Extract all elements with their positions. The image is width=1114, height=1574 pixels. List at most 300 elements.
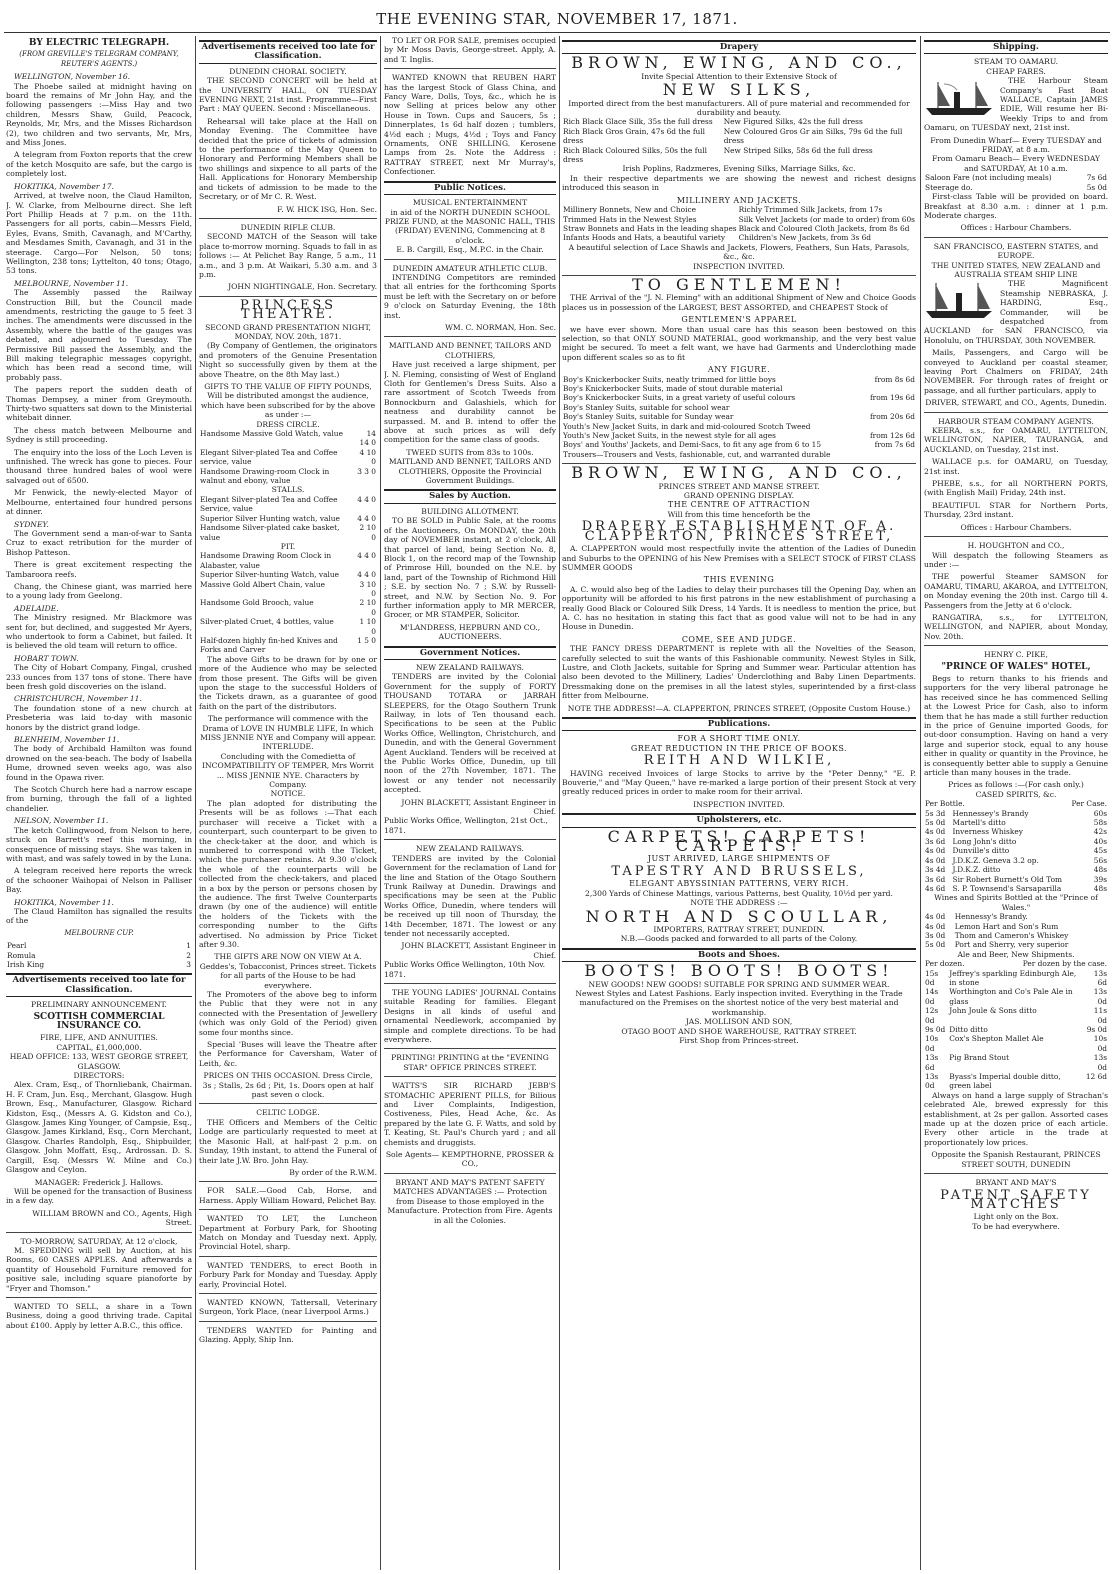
gift-amount: 4 10 0 [359,447,376,467]
dozen-price: 13s 6d [925,1053,939,1072]
divider [199,1293,377,1294]
horse-name: Romula [7,950,36,960]
newest-styles: Newest Styles and Latest Fashions. Early inspection invited. Everything in the Trade manufactured on the Premises on the shortest notice of the very best material and workmanship. [575,988,903,1017]
ales-table [924,969,1108,1091]
ale-row [924,1072,1108,1091]
new-goods: NEW GOODS! NEW GOODS! SUITABLE FOR SPRING AND SUMMER WEAR. [588,979,890,989]
reith-text: HAVING received Invoices of large Stocks to arrive by the "Peter Denny," "E. P. Bouverie," and "May Queen," have re-marked a large portion of their present Stock at very greatly reduced prices in order to make room for their arrival. [562,768,916,797]
us-line-title: THE UNITED STATES, NEW ZEALAND and AUSTRALIA STEAM SHIP LINE [931,260,1101,279]
spirit-row [924,846,1108,855]
performance: The performance will commence with the Drama of LOVE IN HUMBLE LIFE, In which MISS JENNIE NYE and Company will appear. [200,714,376,743]
promoters-text: The Promoters of the above beg to inform the Public that they were not in any connected with the Presentation of Jewellery (which was only Gold of the Period) given some four months since. [199,990,377,1037]
silk-item: Rich Black Coloured Silks, 50s the full dress [563,145,707,165]
telegram-dateline: HOBART TOWN. [14,653,79,663]
scottish-head-office: HEAD OFFICE: 133, WEST GEORGE STREET, GLASGOW. [9,1052,189,1071]
steamship-illustration [924,78,994,118]
to-let: TO LET OR FOR SALE, premises occupied by Mr Moss Davis, George-street. Apply, A. and T. Inglis. [384,36,556,64]
bryant-title: BRYANT AND MAY'S [975,1178,1057,1188]
railways-office: Public Works Office, Wellington, 21st Oct., 1871. [384,816,548,835]
case-price: 40s [1093,836,1107,846]
spirit-name: Long John's ditto [952,836,1017,846]
dozen-price: 10s 0d [925,1034,939,1053]
gift-row [199,598,377,617]
any-figure: ANY FIGURE. [707,365,771,375]
clapperton-text-3: THE FANCY DRESS DEPARTMENT is replete with all the Novelties of the Season, carefully selected to suit the wants of this Fashionable community. Newest Styles in Silk, Lustre, and Cloth Jackets, suitable for Spring and Summer wear. Particular attention has also been devoted to the Millinery, Ladies' Underclothing and Baby Linen Departments. Dressmaking done on the premises in all the latest styles, superintended by a first-class fitter from Melbourne. [562,644,916,701]
notice-text: The plan adopted for distributing the Presents will be as follows :—That each purchaser will receive a Ticket with a counterpart, such counterpart to be given to the check-taker at the door, and which is numbered to correspond with the Ticket, which the purchaser retains. At 9.30 o'clock the whole of the counterparts will be collected from the check-takers, and placed in a box by the person or persons chosen by the audience. The first Twelve Counterparts drawn (by one of the audience) will entitle the holders of the Tickets with the corresponding number to the Gifts advertised. No admission by Price Ticket after 9.30. [199,798,377,949]
railways-title: NEW ZEALAND RAILWAYS. [416,662,524,672]
silks-text: Imported direct from the best manufacturers. All of pure material and recommended for durability and beauty. [568,98,910,118]
gift-amount: 2 10 0 [359,523,376,542]
fare-row [924,183,1108,192]
clapperton-text: A. CLAPPERTON would most respectfully invite the attention of the Ladies of Dunedin and Suburbs to the OPENING of his New Premises with a SELECT STOCK of FIRST CLASS SUMMER GOODS [562,544,916,572]
bottle-price: 4s 0d [925,846,946,856]
divider [924,237,1108,238]
telegram-dateline: ADELAIDE. [14,603,59,613]
bottle-price: 4s 0d [925,912,946,922]
celtic-signature: By order of the R.W.M. [289,1167,377,1177]
suit-item: Boy's Knickerbocker Suits, neatly trimmed for little boys [563,374,776,384]
athletic-title: DUNEDIN AMATEUR ATHLETIC CLUB. [392,263,548,273]
oamaru-title: STEAM TO OAMARU. [974,57,1058,67]
ale-row [924,987,1108,1006]
suit-item: Boy's Knickerbocker Suits, made of stout durable material [563,384,783,393]
spirit-row [924,837,1108,846]
telegram-text: The Government send a man-of-war to Santa Cruz to exact retribution for the murder of Bishop Patteson. [6,528,192,557]
carpets-word: CARPETS! [675,836,803,856]
telegram-list [6,72,192,926]
railways2-office: Public Works Office Wellington, 10th Nov. 1871. [384,960,546,979]
ale-name: Byass's Imperial double ditto, green label [949,1072,1061,1091]
gift-row [199,636,377,655]
bottle-price: 3s 6d [925,874,946,884]
suit-row [562,440,916,449]
fare-amount: 5s 0d [1086,182,1107,192]
san-francisco-title: SAN FRANCISCO, EASTERN STATES, and EUROPE. [933,241,1099,261]
gift-row [199,617,377,636]
want-to-sell: WANTED TO SELL, a share in a Town Business, doing a good thriving trade. Capital about £100. Apply by letter A.B.C., this office. [6,1301,192,1330]
dress-circle-heading: DRESS CIRCLE. [256,419,320,429]
telegram-text: The Ministry resigned. Mr Blackmore was sent for, but declined, and suggested Mr Ayers, who undertook to form a Cabinet, but failed. It is believed the old team will return to office. [6,613,192,651]
jacket-item: Black and Coloured Cloth Jackets, from 8s 6d [738,223,910,233]
bottle-price: 5s 0d [925,818,946,828]
light-on-box: Light only on the Box. [973,1212,1059,1222]
masthead [0,0,1114,34]
telegram-dateline: HOKITIKA, November 11. [14,897,114,907]
grand-opening: GRAND OPENING DISPLAY. [683,491,795,501]
cup-results [6,941,192,969]
gift-row [199,570,377,579]
bottle-price: 4s 6d [925,883,946,893]
spirit-name: Martell's ditto [952,818,1006,828]
spirit-name: S. P. Townsend's Sarsaparilla [952,883,1062,893]
per-bottle: Per Bottle. [925,799,965,809]
railways2-title: NEW ZEALAND RAILWAYS. [416,844,524,854]
sale-text: M. SPEDDING will sell by Auction, at his Rooms, 60 CASES APPLES. And afterwards a quantity of Household Furniture removed for positive sale, including square pianoforte by "Fryer and Thomson." [6,1245,192,1293]
divider [384,68,556,69]
late-ads-heading: Advertisements received too late for Classification. [6,973,192,997]
wine-name: Hennessy's Brandy. [954,912,1028,922]
divider [924,1173,1108,1174]
millinery-table [562,205,916,243]
spirits-table [924,809,1108,894]
gift-item: Handsome Massive Gold Watch, value [200,429,343,439]
brown-ewing-title-2: BROWN, EWING, AND CO., [571,463,907,483]
divider [199,218,377,219]
musical-title: MUSICAL ENTERTAINMENT [412,198,528,208]
gift-row [199,523,377,542]
case-price: 39s [1093,874,1107,884]
nb-note: N.B.—Goods packed and forwarded to all parts of the Colony. [620,934,858,944]
cup-row [6,960,192,969]
divider [199,1103,377,1104]
suit-row [562,422,916,431]
suit-price: from 8s 6d [874,374,915,384]
telegram-text: Chang, the Chinese giant, was married here to a young lady from Geelong. [6,581,192,601]
suit-item: Trousers—Trousers and Vests, fashionable, cut, and warranted durable [563,449,831,459]
divider [384,1173,556,1174]
gift-amount: 4 4 0 [357,513,376,523]
gift-item: Superior Silver Hunting watch, value [200,513,340,523]
gift-row [199,551,377,570]
wine-name: Thom and Cameron's Whiskey [954,930,1069,940]
column-divider [559,36,560,1570]
brown-ewing-title: BROWN, EWING, AND CO., [571,53,907,73]
suit-price: from 20s 6d [869,412,915,422]
musical-text: in aid of the NORTH DUNEDIN SCHOOL PRIZE FUND, at the MASONIC HALL, THIS (FRIDAY) EVENING, Commencing at 8 o'clock. [384,207,556,245]
reuben-hart: WANTED KNOWN that REUBEN HART has the largest Stock of Glass China, and Fancy Ware, Dolls, Toys, &c., which he is now Selling at prices below any other House in Town. Cups and Saucers, 5s ; Dinnerplates, 1s 6d half dozen ; tumblers, 4½d each ; Mugs, 4½d ; Toys and Fancy Ornaments, ONE SHILLING. Kerosene Lamps from 2s. Note the Address : RATTRAY STREET, next Mr Murray's, Confectioner. [384,73,556,177]
horse-name: Irish King [7,959,45,969]
auction-heading: Sales by Auction. [384,489,556,503]
ale-name: Pig Brand Stout [949,1053,1010,1063]
dozen-price: 13s 0d [925,1072,939,1091]
abyssinian-patterns: ELEGANT ABYSSINIAN PATTERNS, VERY RICH. [629,879,849,889]
divider [6,1297,192,1298]
harbour-agents-title: HARBOUR STEAM COMPANY AGENTS. [938,416,1094,426]
telegram-dateline: BLENHEIM, November 11. [14,735,120,745]
telegram-text: Mr Fenwick, the newly-elected Mayor of Melbourne, entertained four hundred persons at dinner. [6,488,192,517]
telegram-text: Arrived, at twelve noon, the Claud Hamilton, J. W. Clarke, from Melbourne direct. She left Port Phillip Heads at 7 p.m. on the 11th. Passengers for all ports, cabin—Messrs Field, Eyles, Evans, Smith, Cavanagh, and M'Carthy, and Mesdames Smith, Cavanagh, and 31 in the steerage. Cargo—For Nelson, 50 tons; Wellington, 238 tons; Lyttelton, 40 tons; Otago, 53 tons. [6,191,192,276]
telegram-text: The enquiry into the loss of the Loch Leven is unfinished. The wreck has gone to pieces. Four thousand three hundred bales of wool were salvaged out of 6500. [6,447,192,485]
pit-table [199,551,377,654]
case-price: 60s [1093,808,1107,818]
small-ad: FOR SALE.—Good Cab, Horse, and Harness. Apply William Howard, Pelichet Bay. [199,1186,377,1205]
masthead-rule [4,32,1110,33]
railways2-signature: JOHN BLACKETT, Assistant Engineer in Chief. [401,941,556,960]
drapery-heading: Drapery [562,40,916,54]
mattings: 2,300 Yards of Chinese Mattings, various Patterns, best Quality, 10½d per yard. [585,888,893,898]
houghton-title: H. HOUGHTON and CO., [967,541,1065,551]
suit-price [863,384,916,393]
case-price: 13s 0d [1093,1053,1107,1072]
prince-of-wales-hotel: "PRINCE OF WALES" HOTEL, [941,661,1091,672]
telegram-text: The City of Hobart Company, Fingal, crushed 233 ounces from 137 tons of stone. There have been fresh gold discoveries on the island. [6,663,192,691]
suits-table [562,375,916,460]
carpets-word: CARPETS! [744,826,871,846]
column-4 [562,36,916,1045]
carpets-word: CARPETS! [607,826,734,846]
dozen-price: 9s 0d [925,1025,946,1034]
houghton-text: Will despatch the following Steamers as under :— [924,550,1108,569]
rifle-signature: JOHN NIGHTINGALE, Hon. Secretary. [228,282,377,292]
publications-heading: Publications. [562,717,916,731]
divider [924,412,1108,413]
clapperton-text-2: A. C. would also beg of the Ladies to delay their purchases till the Opening Day, when an opportunity will be afforded to his first patrons in the new establishment of purchasing a really Good Black or Coloured Silk Dress, 14 Yards. It is needless to mention the price, but A. C. has no hesitation in stating this fact that as good value will not to be had in any House in Dunedin. [562,584,916,632]
spirits-heading: CASED SPIRITS, &c. [975,789,1057,799]
fares-table [924,173,1108,192]
comedietta: Concluding with the Comedietta of INCOMPATIBILITY OF TEMPER, Mrs Worrit ... MISS JENNIE NYE. Characters by Company. [202,751,374,790]
scottish-title: SCOTTISH COMMERCIAL INSURANCE CO. [33,1011,165,1031]
athletic-signature: WM. C. NORMAN, Hon. Sec. [445,322,556,332]
gift-amount: 4 4 0 [357,570,376,580]
suit-price [863,450,916,459]
buses-text: Special 'Buses will leave the Theatre after the Performance for Caversham, Water of Leith, &c. [199,1040,377,1068]
ale-name: Worthington and Co's Pale Ale in glass [949,987,1073,1006]
telegram-text: A telegram received here reports the wreck of the schooner Waihopai of Nelson in Palliser Bay. [6,866,192,895]
case-price: 9s 0d [1086,1025,1107,1034]
spirit-row [924,875,1108,884]
cup-row [6,951,192,960]
suit-price [863,403,916,412]
from-dunedin: From Dunedin Wharf— Every TUESDAY and FRIDAY, at 8 a.m. [930,135,1102,155]
case-price: 42s [1093,827,1107,837]
boots-heading: Boots and Shoes. [562,948,916,962]
spirit-row [924,884,1108,893]
dozen-price: 14s 0d [925,987,939,1006]
gift-row [199,467,377,486]
upholsterers-heading: Upholsterers, etc. [562,813,916,827]
millinery-right [738,205,916,243]
ale-name: Cox's Shepton Mallet Ale [949,1034,1044,1044]
ale-row [924,1025,1108,1034]
directors-list: Alex. Cram, Esq., of Thornliebank, Chairman. H. F. Cram, Jun. Esq., Merchant, Glasgow. Hugh Brown, Esq., Manufacturer, Glasgow. Richard Kidston, Esq., (Messrs A. G. Kidston and Co.), Glasgow. James King Younger, of Campsie, Esq., Glasgow. James Kirkland, Esq., Corn Merchant, Glasgow. Charles Randolph, Esq., Shipbuilder, Glasgow. John Moffatt, Esq., Ardrossan. D. S. Cargill, Esq. (Messrs W. Milne and Co.) Glasgow and Ceylon. [6,1080,192,1175]
sale-title: TO-MORROW, SATURDAY, At 12 o'clock, [20,1236,178,1246]
new-silks: NEW SILKS, [662,80,816,100]
gift-amount: 2 10 0 [359,598,376,617]
suit-price: from 12s 6d [869,431,915,441]
case-price: 58s [1093,818,1107,828]
tapestry-brussels: TAPESTRY AND BRUSSELS, [611,863,867,879]
wallace-ad: THE Harbour Steam Company's Fast Boat WALLACE, Captain JAMES EDIE, Will resume her Bi-Weekly Trips to and from Oamaru, on TUESDAY next, 21st inst. [924,76,1108,133]
case-price: 13s 0d [1093,987,1107,1006]
mollison: JAS. MOLLISON AND SON, [685,1017,793,1027]
silk-item: Rich Black Gros Grain, 47s 6d the full dress [563,126,706,146]
divider [384,983,556,984]
gift-amount: 1 10 0 [359,617,376,636]
silk-item: New Coloured Gros Gr ain Silks, 79s 6d the full dress [723,126,903,146]
gift-amount: 4 4 0 [357,494,376,504]
stalls-table [199,495,377,542]
celtic-text: THE Officers and Members of the Celtic Lodge are particularly requested to meet at the Masonic Hall, at half-past 2 p.m. on Sunday, 19th instant, to attend the Funeral of their late J.W. Bro. John Hay. [199,1117,377,1165]
ale-heading: Ale and Beer, New Shipments. [957,949,1075,959]
importers: IMPORTERS, RATTRAY STREET, DUNEDIN. [653,924,825,934]
telegram-text: The chess match between Melbourne and Sydney is still proceeding. [6,425,192,445]
mollison-address: OTAGO BOOT AND SHOE WAREHOUSE, RATTRAY STREET. [621,1026,857,1036]
irish-poplins: Irish Poplins, Radzmeres, Evening Silks, Marriage Silks, &c. [622,164,856,174]
prelim-heading: PRELIMINARY ANNOUNCEMENT. [31,1000,167,1010]
spirit-row [924,827,1108,836]
keera-ad: KEERA, s.s., for OAMARU, LYTTELTON, WELLINGTON, NAPIER, TAURANGA, and AUCKLAND, on Tuesday, 21st inst. [924,426,1108,454]
athletic-text: INTENDING Competitors are reminded that all entries for the forthcoming Sports must be left with the Secretary on or before 9 o'clock on Saturday Evening, the 18th inst. [384,272,556,320]
per-dozen: Per dozen. [925,959,965,969]
clapperton-address: NOTE THE ADDRESS!—A. CLAPPERTON, PRINCES STREET, (Opposite Custom House.) [567,703,911,713]
centre-sub: Will from this time henceforth be the [667,509,811,519]
watts-agents: Sole Agents— KEMPTHORNE, PROSSER & CO., [385,1150,555,1169]
to-be-had: To be had everywhere. [972,1221,1060,1231]
telegram-text: The foundation stone of a new church at Presbeteria was laid to-day with masonic honors by the district grand lodge. [6,703,192,732]
steamship-illustration [924,281,994,321]
tweed-suits: TWEED SUITS from 83s to 100s. [406,447,534,457]
this-evening: THIS EVENING [703,575,775,585]
fare-item: Steerage do. [925,182,973,192]
scottish-capital: CAPITAL, £1,000,000. [56,1042,142,1052]
divider [199,1181,377,1182]
clapperton-title: DRAPERY ESTABLISHMENT OF A. CLAPPERTON, PRINCES STREET, [581,519,897,544]
horse-place: 1 [186,941,191,951]
rifle-text: SECOND MATCH of the Season will take place to-morrow morning. Squads to fall in as follows :— At Pelichet Bay Range, 5 a.m., 11 a.m., and 3 p.m. At Waikari, 5.30 a.m. and 3 p.m. [199,232,377,279]
suit-price: from 19s 6d [869,393,915,403]
manager: MANAGER: Frederick J. Hallows. [34,1177,164,1187]
strachan-text: Always on hand a large supply of Strachan's celebrated Ale, brewed expressly for this establishment, at 2s per gallon. Assorted cases made up at the dozen price of each article. Every other article in the trade at proportionately low prices. [924,1090,1108,1147]
bottle-price: 5s 3d [925,808,946,818]
gift-row [199,580,377,599]
gift-item: Elegant Silver-plated Tea and Coffee service, value [200,447,338,467]
gift-item: Silver-plated Cruet, 4 bottles, value [200,617,334,627]
cup-row [6,941,192,950]
agents: WILLIAM BROWN and CO., Agents, High Street. [32,1208,192,1228]
jacket-item: Children's New Jackets, from 3s 6d [738,233,872,243]
gift-text: The above Gifts to be drawn for by one or more of the Audience who may be selected from those present. The Gifts will be given upon the stage to the successful Holders of the Tickets drawn, as a guarantee of good faith on the part of the distributors. [199,654,377,711]
bottle-price: 4s 0d [925,827,946,837]
horse-place: 3 [186,959,191,969]
per-case: Per Case. [1071,799,1107,809]
will-open: Will be opened for the transaction of Business in a few day. [6,1186,192,1206]
fare-row [924,173,1108,182]
scottish-sub: FIRE, LIFE, AND ANNUITIES. [40,1033,158,1043]
bottle-price: 3s 6d [925,836,946,846]
millinery-item: Straw Bonnets and Hats in the leading shapes [563,223,737,233]
silk-item: New Striped Silks, 58s 6d the full dress [723,145,873,155]
telegram-text: The body of Archibald Hamilton was found drowned on the sea-beach. The body of Isabella Hume, drowned seven weeks ago, was also found in the Opawa river. [6,744,192,782]
suit-row [562,403,916,412]
divider [384,336,556,337]
case-price: 48s [1093,865,1107,875]
mclandress: M'LANDRESS, HEPBURN AND CO., AUCTIONEERS. [399,622,541,642]
spirits-col-heads [924,799,1108,808]
horse-place: 2 [186,950,191,960]
ale-name: Jeffrey's sparkling Edinburgh Ale, in stone [949,968,1077,987]
notice-heading: NOTICE. [270,789,306,799]
wallace-ps-ad: WALLACE p.s. for OAMARU, on Tuesday, 21st inst. [924,457,1108,476]
pike-text: Begs to return thanks to his friends and supporters for the very liberal patronage he has received since he has commenced Selling at the Lowest Price for Cash, also to inform them that he has made a still further reduction in the price of Genuine imported Goods, for out-door consumption. Having on hand a very large and superior stock, equal to any house either in quality or quantity in the Province, he is consequently better able to supply a Genuine article than many houses in the trade. [924,673,1108,778]
telegram-text: The Scotch Church here had a narrow escape from burning, through the fall of a lighted chandelier. [6,785,192,813]
ale-col-heads [924,959,1108,968]
musical-chair: E. B. Cargill, Esq., M.P.C. in the Chair. [396,245,544,255]
suit-item: Boy's Stanley Suits, suitable for Sunday wear [563,412,734,422]
suit-row [562,384,916,393]
silk-item: New Figured Silks, 42s the full dress [723,117,863,127]
theatre-title: PRINCESS THEATRE. [239,297,337,323]
suit-item: Boy's Stanley Suits, suitable for school wear [563,402,730,412]
spirit-name: Dunville's ditto [952,846,1010,856]
printing-ad: PRINTING! PRINTING at the "EVENING STAR" OFFICE PRINCES STREET. [391,1053,549,1072]
gift-item: Handsome Gold Brooch, value [200,598,314,608]
silks-table [562,117,916,164]
maitland-title: MAITLAND AND BENNET, TAILORS AND CLOTHIERS, [388,341,552,360]
case-price: 10s 0d [1093,1034,1107,1053]
gift-amount: 4 4 0 [357,551,376,561]
ale-name: Ditto ditto [949,1025,988,1034]
divider [924,536,1108,537]
silk-item: Rich Black Glace Silk, 35s the full dress [563,117,713,127]
telegram-dateline: HOKITIKA, November 17. [14,181,114,191]
small-ads [199,1181,377,1344]
ale-row [924,1053,1108,1072]
stalls-heading: STALLS. [271,485,305,495]
pit-heading: PIT. [280,541,296,551]
spirit-row [924,856,1108,865]
case-price: 48s [1093,883,1107,893]
millinery-item: Trimmed Hats in the Newest Styles [563,214,697,224]
divider [199,296,377,297]
suit-item: Boys' and Youths' Jackets, and Demi-Sacs, to fit any age from 6 to 15 [563,440,822,450]
telegraph-subheading: (FROM GREVILLE'S TELEGRAM COMPANY, REUTER'S AGENTS.) [19,50,179,68]
per-dozen-case: Per dozen by the case. [1022,959,1107,969]
spirit-name: Hennessey's Brandy [952,808,1029,818]
wine-row [924,912,1108,921]
jacket-item: Silk Velvet Jackets (or made to order) from 60s [738,214,915,224]
suit-row [562,393,916,402]
short-time: FOR A SHORT TIME ONLY. [677,734,801,744]
telegram-text: The Assembly passed the Railway Construction Bill, but the Council made amendments, restricting the gauge to 5 feet 3 inches. The amendments were discussed in the Assembly, where the battle of the gauges was debated, and adjourned to Tuesday. The Permissive Bill passed the Assembly, and the Bill making telegraphic messages copyright, which has been read a second time, will probably pass. [6,288,192,382]
lace-text: A beautiful selection of Lace Shawls and Jackets, Flowers, Feathers, Sun Hats, Parasols, &c., &c. [568,242,910,262]
public-notices-heading: Public Notices. [384,181,556,195]
telegram-text: The Phoebe sailed at midnight having on board the remains of Mr John Hay, and the following passengers :—Miss Hay and two children, Messrs Shaw, Guild, Peacock, Reynolds, Mr, Mrs, and the Misses Richardson (2), two children and two servants, Mr, Mrs, and Miss Jones. [6,81,192,148]
cheap-fares: CHEAP FARES. [986,66,1046,76]
ale-row [924,969,1108,988]
first-shop: First Shop from Princes-street. [679,1035,799,1045]
north-scoullar: NORTH AND SCOULLAR, [585,906,893,926]
bottle-price: 5s 0d [925,940,946,950]
gift-item: Superior Silver-hunting Watch, value [200,570,339,580]
telegram-dateline: WELLINGTON, November 16. [14,72,131,82]
bottle-price: 3s 4d [925,865,946,875]
government-heading: Government Notices. [384,646,556,660]
suit-row [562,431,916,440]
gift-row [199,514,377,523]
telegraph-heading: BY ELECTRIC TELEGRAPH. [28,38,170,48]
gift-amount: 1 5 0 [357,635,376,645]
rangatira-ad: RANGATIRA, s.s., for LYTTELTON, WELLINGTON, and NAPIER, about Monday, Nov. 20th. [924,612,1108,641]
young-ladies-journal: THE YOUNG LADIES' JOURNAL Contains suitable Reading for families. Elegant Designs in all kinds of useful and ornamental Needlework, accompanied by simple and complete directions. To be had everywhere. [384,987,556,1044]
column-2 [199,36,377,1348]
gift-item: Half-dozen highly fin-hed Knives and Forks and Carver [200,635,338,655]
railways-signature: JOHN BLACKETT, Assistant Engineer in Chief. [401,797,556,817]
directors-label: DIRECTORS: [73,1071,125,1081]
divider [924,645,1108,646]
gentlemen-title: TO GENTLEMEN! [632,274,846,294]
prices-text: PRICES ON THIS OCCASION. Dress Circle, 3s ; Stalls, 2s 6d ; Pit, 1s. Doors open at half past seven o clock. [202,1071,374,1100]
gift-item: Handsome Drawing-room Clock in walnut and ebony, value [200,466,330,486]
great-reduction: GREAT REDUCTION IN THE PRICE OF BOOKS. [630,743,848,753]
gifts-text: GIFTS TO THE VALUE OF FIFTY POUNDS, Will be distributed amongst the audience, which have been subscribed for by the above as under :— [200,382,376,420]
reith-wilkie: REITH AND WILKIE, [643,753,835,769]
celtic-title: CELTIC LODGE. [256,1108,320,1118]
watts-pills: WATTS'S SIR RICHARD JEBB'S STOMACHIC APERIENT PILLS, for Bilious and Liver Complaints, Indigestion, Costiveness, Piles, Head Ache, &c. As prepared by the late G. F. Watts, and sold by T. Keating, St. Paul's Church yard ; and all chemists and druggists. [384,1081,556,1147]
theatre-text: (By Company of Gentlemen, the originators and promoters of the Genuine Presentation Night so successfully given by them at the above Theatre, on the 8th May last.) [199,341,377,379]
wine-name: Port and Sherry, very superior [954,940,1069,950]
offices: Offices : Harbour Chambers. [960,223,1072,233]
from-oamaru: From Oamaru Beach— Every WEDNESDAY and SATURDAY, At 10 a.m. [931,154,1101,173]
